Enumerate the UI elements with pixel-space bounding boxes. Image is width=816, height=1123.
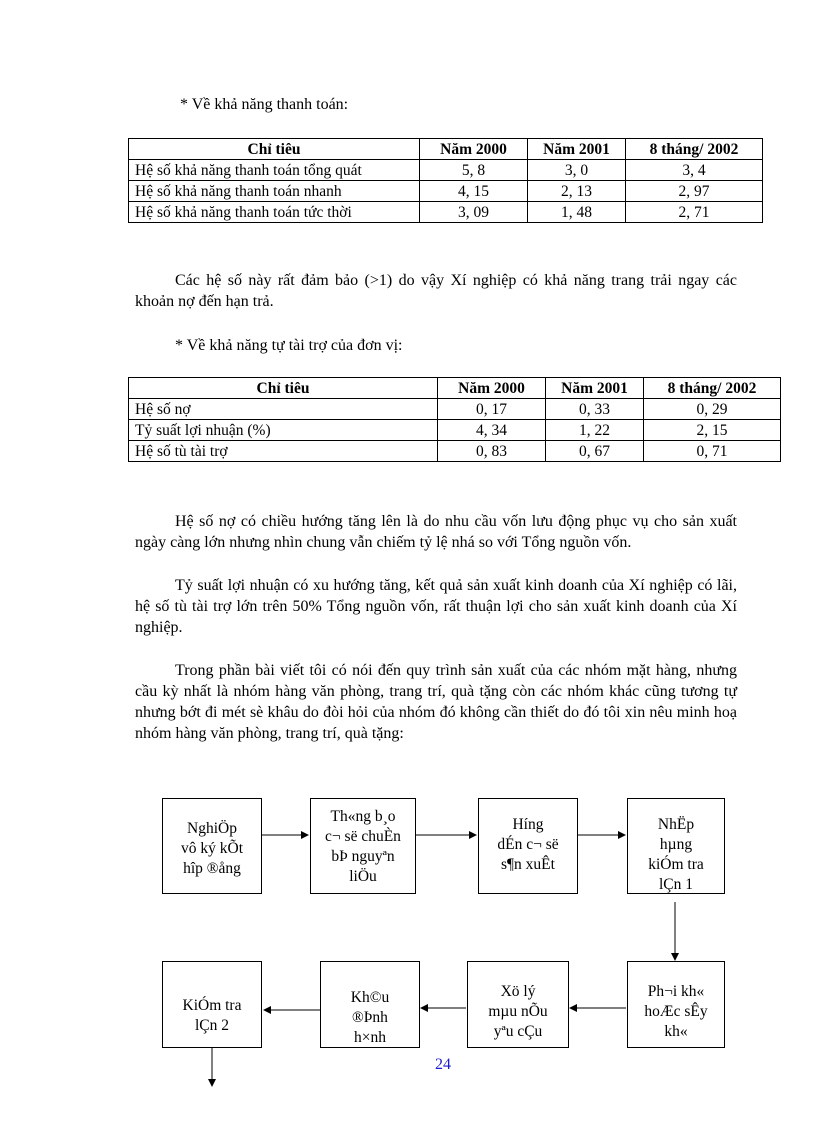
value-cell: 0, 83 xyxy=(438,441,546,462)
value-cell: 2, 97 xyxy=(626,181,763,202)
heading-payment-ability: * Về khả năng thanh toán: xyxy=(180,96,349,113)
header-cell: Chỉ tiêu xyxy=(129,139,420,160)
value-cell: 0, 71 xyxy=(644,441,781,462)
flow-box-line: NhËp xyxy=(657,816,695,833)
header-cell: Chỉ tiêu xyxy=(129,378,438,399)
flow-box-line: ®Þnh xyxy=(352,1009,388,1026)
page-number: 24 xyxy=(435,1056,451,1073)
row-label: Hệ số khả năng thanh toán tức thời xyxy=(129,202,420,223)
value-cell: 0, 33 xyxy=(546,399,644,420)
row-label: Hệ số khả năng thanh toán tổng quát xyxy=(129,160,420,181)
value-cell: 4, 34 xyxy=(438,420,546,441)
flow-box-line: yªu cÇu xyxy=(493,1023,543,1040)
row-label: Hệ số tù tài trợ xyxy=(129,441,438,462)
header-cell: Năm 2000 xyxy=(420,139,528,160)
paragraph-text: Hệ số nợ có chiều hướng tăng lên là do nhu cầu vốn lưu động phục vụ cho sản xuất ngày càng lớn nhưng nhìn chung vẫn chiếm tỷ lệ nhá so với Tổng nguồn vốn. xyxy=(135,513,737,551)
value-cell: 0, 29 xyxy=(644,399,781,420)
value-cell: 3, 09 xyxy=(420,202,528,223)
header-cell: Năm 2000 xyxy=(438,378,546,399)
header-cell: Năm 2001 xyxy=(546,378,644,399)
flow-box-line: s¶n xuÊt xyxy=(501,856,555,873)
flow-box-line: lÇn 1 xyxy=(658,876,694,893)
paragraph-text: Trong phần bài viết tôi có nói đến quy trình sản xuất của các nhóm mặt hàng, nhưng cầu kỳ nhất là nhóm hàng văn phòng, trang trí, quà tặng còn các nhóm khác cũng tương tự nhưng bớt đi mét sè khâu do đòi hỏi của nhóm đó không cần thiết do đó tôi xin nêu minh hoạ nhóm hàng văn phòng, trang trí, quà tặng: xyxy=(135,662,737,742)
flow-box-line: KiÓm tra xyxy=(182,997,242,1014)
flow-box-material-notice xyxy=(310,798,416,894)
flow-box-color-processing xyxy=(467,961,569,1048)
flow-box-line: Th«ng b¸o xyxy=(330,808,396,825)
value-cell: 2, 15 xyxy=(644,420,781,441)
flow-box-line: hoÆc sÊy xyxy=(644,1003,708,1020)
flow-box-line: Híng xyxy=(512,816,544,833)
header-cell: 8 tháng/ 2002 xyxy=(626,139,763,160)
flow-box-line: kh« xyxy=(664,1023,688,1040)
value-cell: 4, 15 xyxy=(420,181,528,202)
value-cell: 0, 17 xyxy=(438,399,546,420)
row-label: Hệ số khả năng thanh toán nhanh xyxy=(129,181,420,202)
flow-box-line: lÇn 2 xyxy=(194,1017,229,1034)
flow-box-line: Ph¬i kh« xyxy=(647,983,705,1000)
flow-box-line: dÉn c¬ së xyxy=(497,836,559,853)
value-cell: 3, 4 xyxy=(626,160,763,181)
value-cell: 1, 22 xyxy=(546,420,644,441)
paragraph-text: Các hệ số này rất đảm bảo (>1) do vậy Xí nghiệp có khả năng trang trải ngay các khoản nợ đến hạn trả. xyxy=(135,272,737,310)
flow-box-line: hµng xyxy=(659,836,693,853)
header-cell: 8 tháng/ 2002 xyxy=(644,378,781,399)
heading-self-financing: * Về khả năng tự tài trợ của đơn vị: xyxy=(175,337,403,354)
flow-box-contract xyxy=(162,798,262,894)
paragraph-text: Tỷ suất lợi nhuận có xu hướng tăng, kết quả sản xuất kinh doanh của Xí nghiệp có lãi, hệ số tù tài trợ lớn trên 50% Tổng nguồn vốn, rất thuận lợi cho sản xuất kinh doanh của Xí nghiệp. xyxy=(135,577,737,636)
value-cell: 0, 67 xyxy=(546,441,644,462)
flow-box-line: Kh©u xyxy=(350,989,390,1006)
flow-box-production-guide xyxy=(478,798,578,894)
flow-box-line: bÞ nguyªn xyxy=(331,848,395,865)
row-label: Tỷ suất lợi nhuận (%) xyxy=(129,420,438,441)
value-cell: 2, 71 xyxy=(626,202,763,223)
flow-box-line: vô ký kÕt xyxy=(181,840,243,857)
flow-box-line: h×nh xyxy=(353,1029,386,1046)
flow-box-second-inspection xyxy=(162,961,262,1048)
row-label: Hệ số nợ xyxy=(129,399,438,420)
flow-box-line: Xö lý xyxy=(500,983,536,1000)
flow-box-first-inspection xyxy=(627,798,725,894)
flow-box-line: mµu nÕu xyxy=(488,1003,548,1020)
flow-box-line: c¬ së chuÈn xyxy=(325,828,401,845)
value-cell: 2, 13 xyxy=(528,181,626,202)
flow-box-line: NghiÖp xyxy=(187,820,237,837)
flow-box-line: hîp ®ång xyxy=(183,860,241,877)
flow-box-line: liÖu xyxy=(349,868,377,885)
value-cell: 1, 48 xyxy=(528,202,626,223)
flow-box-shaping xyxy=(320,961,420,1048)
flow-box-line: kiÓm tra xyxy=(648,856,704,873)
header-cell: Năm 2001 xyxy=(528,139,626,160)
value-cell: 3, 0 xyxy=(528,160,626,181)
value-cell: 5, 8 xyxy=(420,160,528,181)
flow-box-drying xyxy=(627,961,725,1048)
